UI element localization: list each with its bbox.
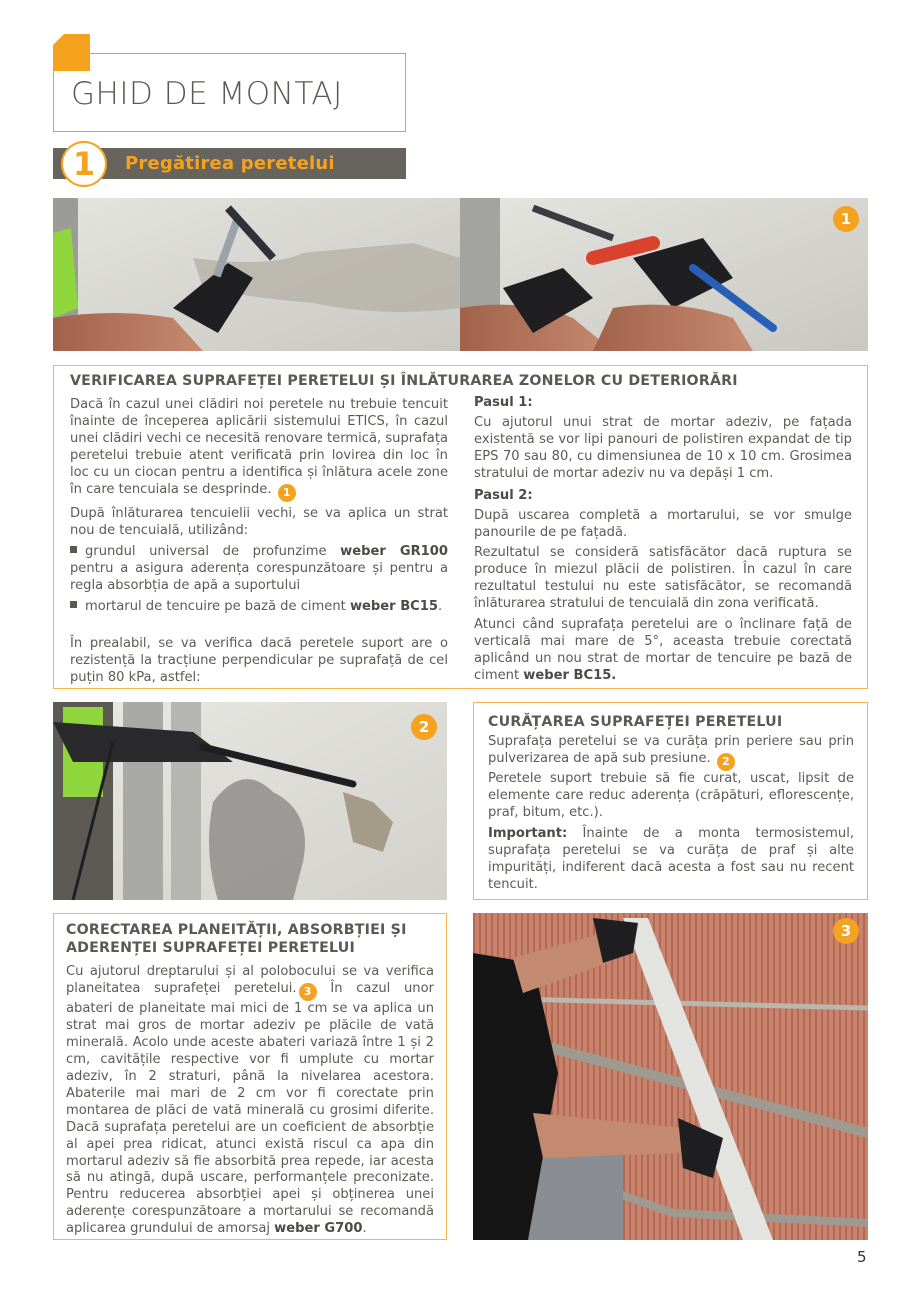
pressure-washing-wall-photo xyxy=(53,702,447,900)
title-tab-decoration xyxy=(53,34,90,71)
photo-badge-2: 2 xyxy=(411,714,437,740)
cleaning-paragraph-1: Suprafața peretelui se va curăța prin periere sau prin pulverizarea de apă sub presiune. 2 xyxy=(488,734,854,771)
cleaning-important-note: Important: Înainte de a monta termosistemul, suprafața peretelui se va curăța de praf și alte impurități, indiferent dacă acesta a fost sau nu recent tencuit. xyxy=(488,826,854,892)
bullet-square-icon xyxy=(70,546,77,553)
photo-badge-3: 3 xyxy=(833,918,859,944)
cleaning-heading: CURĂȚAREA SUPRAFEȚEI PERETELUI xyxy=(488,714,783,730)
photo-reference-badge-1: 1 xyxy=(278,484,296,502)
product-list xyxy=(70,544,448,616)
cleaning-content xyxy=(488,734,854,894)
correction-paragraph: Cu ajutorul dreptarului și al polobocului se va verifica planeitatea suprafeței peretelui. 3 În cazul unor abateri de planeitate mai mici de 1 cm se va aplica un strat mai gros de mortar adeziv pe plăcile de vată minerală. Acolo unde aceste abateri variază între 1 și 2 cm, cavitățile respective vor fi umplute cu mortar adeziv, în 2 straturi, până la nivelarea acestora. Abaterile mai mari de 2 cm vor fi corectate prin montarea de plăci de vată minerală cu grosimi diferite. Dacă suprafața peretelui are un coeficient de absorbție al apei prea ridicat, atunci există riscul ca apa din mortarul adeziv să fie absorbită prea repede, iar acesta să nu atingă, după uscare, performanțele preconizate. Pentru reducerea absorbției apei și obținerea unei aderențe corespunzătoare a mortarului se recomandă aplicarea grundului de amorsaj weber G700. xyxy=(66,964,434,1237)
correction-section-box xyxy=(53,913,447,1240)
product-list-item: grundul universal de profunzime weber GR100 pentru a asigura aderența corespunzătoare și pentru a regla absorbția de apă a suportului xyxy=(70,543,448,593)
verification-paragraph-3: În prealabil, se va verifica dacă peretele suport are o rezistență la tracțiune perpendicular pe suprafață de cel puțin 80 kPa, astfel: xyxy=(70,636,448,686)
section-number: 1 xyxy=(61,141,107,187)
bullet-square-icon xyxy=(70,601,77,608)
verification-paragraph-1: Dacă în cazul unei clădiri noi peretele nu trebuie tencuit înainte de începerea aplicării sistemului ETICS, în cazul unei clădiri vechi ce necesită renovare termică, suprafața peretelui trebuie atent verificată prin lovirea din loc în loc cu un ciocan pentru a identifica și înlătura acele zone în care tencuiala se desprinde. 1 xyxy=(70,397,448,502)
step-1-label: Pasul 1: xyxy=(474,395,533,410)
correction-heading: CORECTAREA PLANEITĂȚII, ABSORBȚIEI ȘI ADERENȚEI SUPRAFEȚEI PERETELUI xyxy=(66,922,407,956)
verification-section-box xyxy=(53,365,868,689)
product-list-item: mortarul de tencuire pe bază de ciment weber BC15. xyxy=(70,599,448,616)
photo-reference-badge-3: 3 xyxy=(299,983,317,1001)
incline-text: Atunci când suprafața peretelui are o înclinare față de verticală mai mare de 5°, aceasta trebuie corectată aplicând un nou strat de mortar de tencuire pe bază de ciment weber BC15. xyxy=(474,617,852,683)
photo-badge-1: 1 xyxy=(833,206,859,232)
page-number: 5 xyxy=(857,1248,867,1266)
hammer-removing-plaster-photo xyxy=(53,198,868,351)
verification-paragraph-2: După înlăturarea tencuielii vechi, se va aplica un strat nou de tencuială, utilizând: xyxy=(70,505,448,538)
checking-planarity-with-straightedge-photo xyxy=(473,913,868,1240)
section-title: Pregătirea peretelui xyxy=(125,153,335,174)
step-2-label: Pasul 2: xyxy=(474,487,533,503)
correction-content xyxy=(66,964,434,1238)
test-result-text: Rezultatul se consideră satisfăcător dacă ruptura se produce în miezul plăcii de polistiren. În cazul în care rezultatul testului nu este satisfăcător, se recomandă înlăturarea stratului de tencuială din zona verificată. xyxy=(474,545,852,612)
verification-heading: VERIFICAREA SUPRAFEȚEI PERETELUI ȘI ÎNLĂTURAREA ZONELOR CU DETERIORĂRI xyxy=(70,373,738,389)
page-title: GHID DE MONTAJ xyxy=(71,76,343,112)
cleaning-section-box xyxy=(473,702,868,900)
verification-left-column xyxy=(70,393,448,687)
photo-reference-badge-2: 2 xyxy=(717,753,735,771)
cleaning-paragraph-2: Peretele suport trebuie să fie curat, uscat, lipsit de elemente care reduc aderența (crăpături, eflorescențe, praf, bitum, etc.). xyxy=(488,771,854,821)
step-2-text: După uscarea completă a mortarului, se vor smulge panourile de pe fațadă. xyxy=(474,507,852,540)
step-1-text: Cu ajutorul unui strat de mortar adeziv, pe fațada existentă se vor lipi panouri de polistiren expandat de tip EPS 70 sau 80, cu dimensiunea de 10 x 10 cm. Grosimea stratului de mortar adeziv nu va depăși 1 cm. xyxy=(474,415,852,481)
page-title-box xyxy=(53,53,406,132)
verification-right-column xyxy=(474,394,852,685)
